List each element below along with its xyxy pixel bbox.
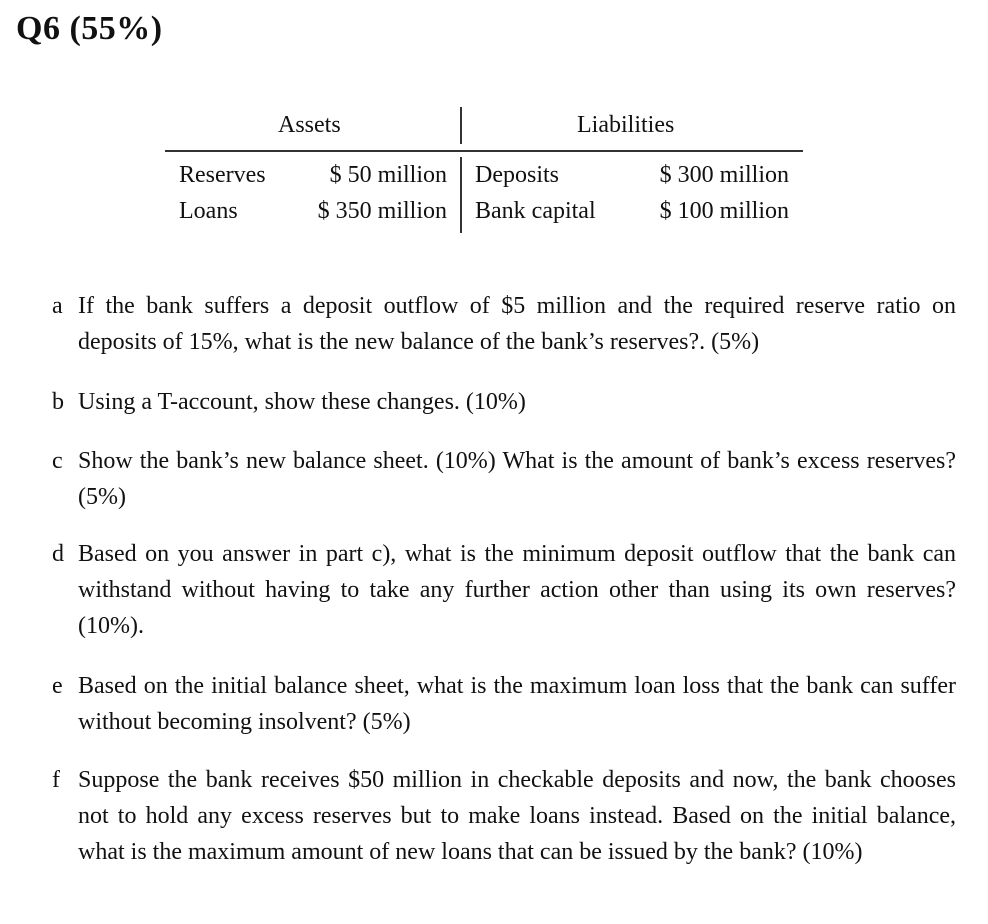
question-text: Based on you answer in part c), what is the minimum deposit outflow that the bank can withstand without having to take any further action other than using its own reserves? (10%). xyxy=(78,541,956,639)
question-f xyxy=(52,762,956,870)
liability-label-deposits: Deposits xyxy=(475,162,559,188)
assets-header: Assets xyxy=(278,112,341,138)
question-label: e xyxy=(52,673,63,699)
question-text: Suppose the bank receives $50 million in checkable deposits and now, the bank chooses not to hold any excess reserves but to make loans instead. Based on the initial balance, what is the maximum amount of new loans that can be issued by the bank? (10%) xyxy=(78,767,956,865)
asset-label-loans: Loans xyxy=(179,198,238,224)
asset-label-reserves: Reserves xyxy=(179,162,266,188)
question-e xyxy=(52,668,956,740)
question-label: c xyxy=(52,448,63,474)
t-account-horizontal-rule xyxy=(165,150,803,152)
liabilities-header: Liabilities xyxy=(577,112,675,138)
liability-value-bank-capital: $ 100 million xyxy=(659,198,789,224)
question-a xyxy=(52,288,956,360)
question-text: Based on the initial balance sheet, what is the maximum loan loss that the bank can suffer without becoming insolvent? (5%) xyxy=(78,673,956,735)
question-b xyxy=(52,384,956,420)
question-c xyxy=(52,443,956,515)
liability-label-bank-capital: Bank capital xyxy=(475,198,596,224)
asset-value-reserves: $ 50 million xyxy=(329,162,447,188)
question-label: f xyxy=(52,767,60,793)
question-text: Using a T-account, show these changes. (10%) xyxy=(78,389,526,415)
t-account-vertical-rule-bottom xyxy=(460,157,462,233)
question-label: d xyxy=(52,541,64,567)
liability-value-deposits: $ 300 million xyxy=(659,162,789,188)
question-label: b xyxy=(52,389,64,415)
question-d xyxy=(52,536,956,644)
question-label: a xyxy=(52,293,63,319)
question-title: Q6 (55%) xyxy=(16,10,163,47)
asset-value-loans: $ 350 million xyxy=(317,198,447,224)
question-text: Show the bank’s new balance sheet. (10%) What is the amount of bank’s excess reserves? (5%) xyxy=(78,448,956,510)
question-text: If the bank suffers a deposit outflow of $5 million and the required reserve ratio on deposits of 15%, what is the new balance of the bank’s reserves?. (5%) xyxy=(78,293,956,355)
t-account-vertical-rule-top xyxy=(460,107,462,144)
